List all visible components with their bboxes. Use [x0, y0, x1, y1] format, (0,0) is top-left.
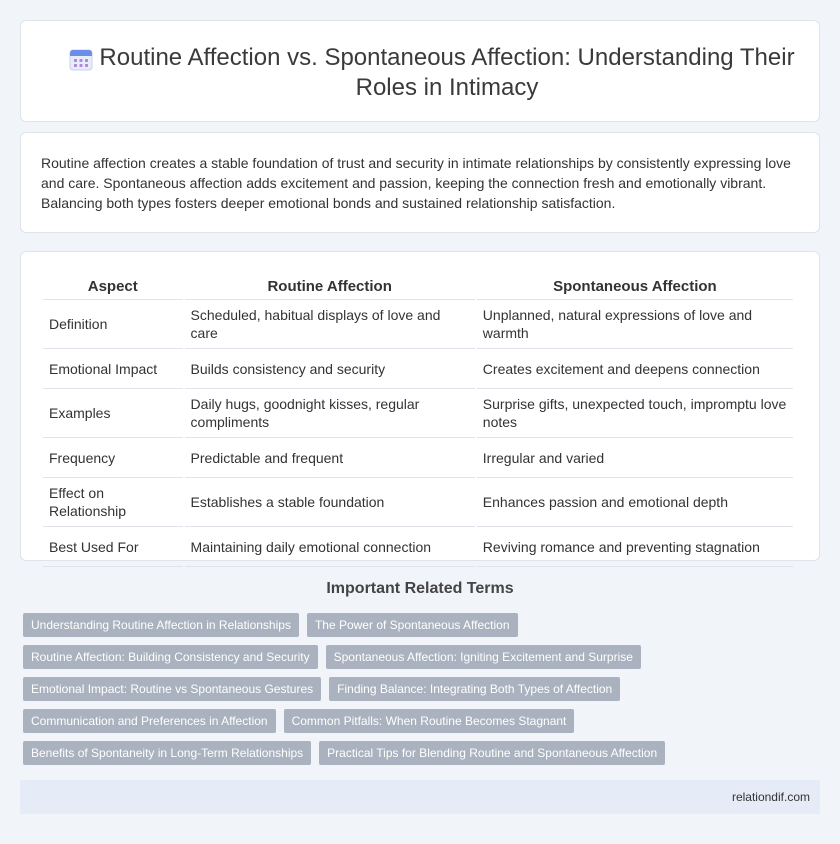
related-terms-list — [23, 613, 823, 773]
related-terms-heading: Important Related Terms — [326, 580, 514, 597]
table-row — [43, 478, 793, 527]
table-cell: Surprise gifts, unexpected touch, impromptu love notes — [477, 389, 793, 438]
footer — [20, 780, 820, 814]
table-cell: Frequency — [43, 438, 183, 478]
table-cell: Emotional Impact — [43, 349, 183, 389]
table-cell: Enhances passion and emotional depth — [477, 478, 793, 527]
related-term-tag[interactable]: Common Pitfalls: When Routine Becomes Stagnant — [284, 709, 575, 733]
tag-row — [23, 741, 823, 765]
related-term-tag[interactable]: Benefits of Spontaneity in Long-Term Relationships — [23, 741, 311, 765]
column-header-spontaneous: Spontaneous Affection — [477, 276, 793, 300]
table-cell: Examples — [43, 389, 183, 438]
table-cell: Builds consistency and security — [185, 349, 475, 389]
intro-card — [20, 132, 820, 233]
tag-row — [23, 613, 823, 637]
footer-site-link[interactable]: relationdif.com — [731, 790, 810, 804]
table-cell: Maintaining daily emotional connection — [185, 527, 475, 567]
page-title: Routine Affection vs. Spontaneous Affection: Understanding Their Roles in Intimacy — [99, 44, 795, 101]
table-cell: Reviving romance and preventing stagnation — [477, 527, 793, 567]
table-cell: Best Used For — [43, 527, 183, 567]
table-cell: Predictable and frequent — [185, 438, 475, 478]
related-term-tag[interactable]: Finding Balance: Integrating Both Types of Affection — [329, 677, 620, 701]
related-term-tag[interactable]: Communication and Preferences in Affection — [23, 709, 276, 733]
related-term-tag[interactable]: Spontaneous Affection: Igniting Excitement and Surprise — [326, 645, 641, 669]
table-cell: Definition — [43, 300, 183, 349]
comparison-table — [41, 276, 795, 567]
related-term-tag[interactable]: Practical Tips for Blending Routine and Spontaneous Affection — [319, 741, 665, 765]
related-term-tag[interactable]: The Power of Spontaneous Affection — [307, 613, 518, 637]
table-row — [43, 438, 793, 478]
tag-row — [23, 709, 823, 733]
tag-row — [23, 677, 823, 701]
table-cell: Irregular and varied — [477, 438, 793, 478]
tag-row — [23, 645, 823, 669]
column-header-routine: Routine Affection — [185, 276, 475, 300]
table-cell: Daily hugs, goodnight kisses, regular compliments — [185, 389, 475, 438]
related-term-tag[interactable]: Routine Affection: Building Consistency and Security — [23, 645, 318, 669]
table-cell: Unplanned, natural expressions of love and warmth — [477, 300, 793, 349]
table-cell: Effect on Relationship — [43, 478, 183, 527]
table-cell: Scheduled, habitual displays of love and care — [185, 300, 475, 349]
table-row — [43, 389, 793, 438]
column-header-aspect: Aspect — [43, 276, 183, 300]
intro-paragraph: Routine affection creates a stable foundation of trust and security in intimate relationships by consistently expressing love and care. Spontaneous affection adds excitement and passion, keeping the connection fresh and emotionally vibrant. Balancing both types fosters deeper emotional bonds and sustained relationship satisfaction. — [41, 155, 791, 211]
table-row — [43, 349, 793, 389]
table-cell: Creates excitement and deepens connection — [477, 349, 793, 389]
related-term-tag[interactable]: Understanding Routine Affection in Relationships — [23, 613, 299, 637]
table-cell: Establishes a stable foundation — [185, 478, 475, 527]
table-header-row — [43, 276, 793, 300]
table-row — [43, 300, 793, 349]
header-card — [20, 20, 820, 122]
related-term-tag[interactable]: Emotional Impact: Routine vs Spontaneous Gestures — [23, 677, 321, 701]
table-row — [43, 527, 793, 567]
comparison-table-card — [20, 251, 820, 561]
